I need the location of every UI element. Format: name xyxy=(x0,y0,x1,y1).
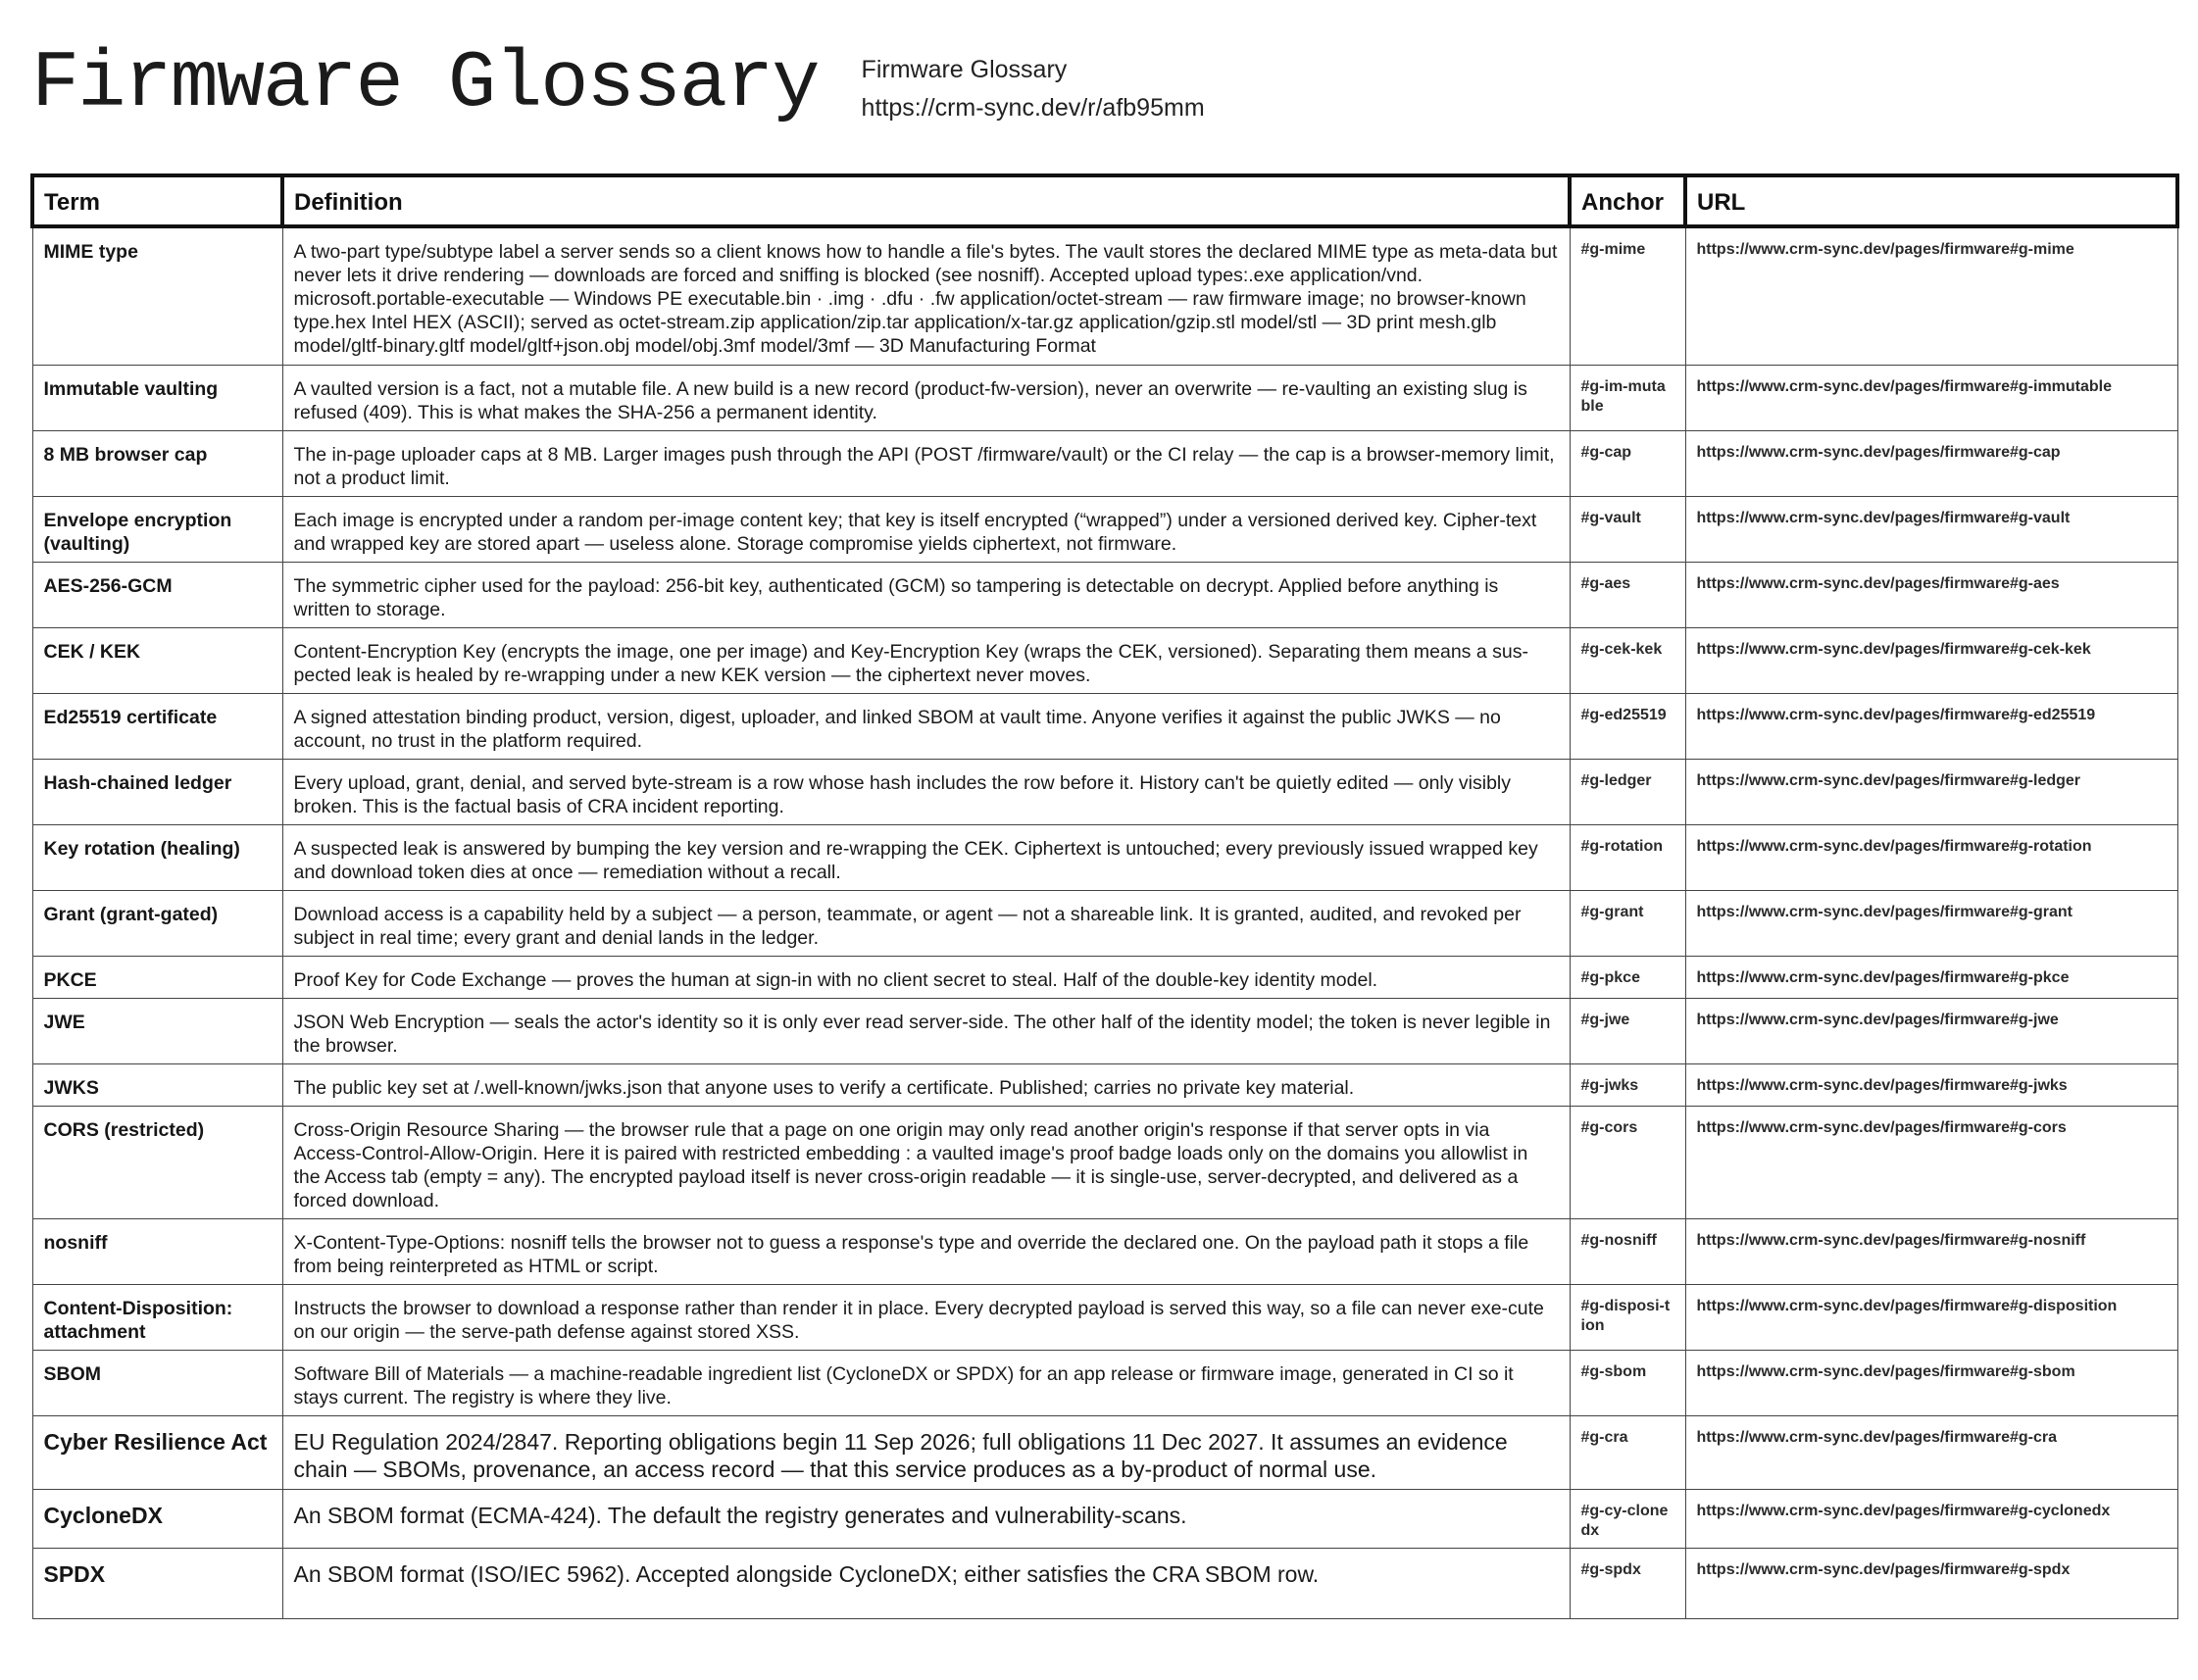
url-link[interactable]: https://www.crm-sync.dev/pages/firmware#g-vault xyxy=(1696,509,2071,526)
url-cell xyxy=(1685,365,2177,430)
url-cell xyxy=(1685,1548,2177,1618)
table-row xyxy=(32,496,2177,562)
anchor-cell: #g-pkce xyxy=(1570,956,1685,998)
table-row xyxy=(32,1284,2177,1350)
anchor-cell: #g-disposi-tion xyxy=(1570,1284,1685,1350)
url-cell xyxy=(1685,759,2177,824)
anchor-cell: #g-jwe xyxy=(1570,998,1685,1063)
definition-cell: Every upload, grant, denial, and served byte-stream is a row whose hash includes the row before it. History can't be quietly edited — only visibly broken. This is the factual basis of CRA incident reporting. xyxy=(282,759,1570,824)
table-row xyxy=(32,365,2177,430)
definition-cell: X-Content-Type-Options: nosniff tells the browser not to guess a response's type and override the declared one. On the payload path it stops a file from being reinterpreted as HTML or script. xyxy=(282,1218,1570,1284)
table-row xyxy=(32,824,2177,890)
table-row xyxy=(32,1218,2177,1284)
table-row xyxy=(32,998,2177,1063)
url-cell xyxy=(1685,693,2177,759)
definition-cell: A signed attestation binding product, version, digest, uploader, and linked SBOM at vault time. Anyone verifies it against the public JWKS — no account, no trust in the platform required. xyxy=(282,693,1570,759)
anchor-cell: #g-spdx xyxy=(1570,1548,1685,1618)
anchor-cell: #g-cra xyxy=(1570,1415,1685,1489)
term-cell: AES-256-GCM xyxy=(32,562,282,627)
table-row xyxy=(32,759,2177,824)
anchor-cell: #g-vault xyxy=(1570,496,1685,562)
term-cell: PKCE xyxy=(32,956,282,998)
term-cell: Grant (grant-gated) xyxy=(32,890,282,956)
header-meta xyxy=(862,39,1205,127)
url-link[interactable]: https://www.crm-sync.dev/pages/firmware#g-nosniff xyxy=(1696,1231,2086,1249)
table-row xyxy=(32,562,2177,627)
anchor-cell: #g-cap xyxy=(1570,430,1685,496)
term-cell: Envelope encryption (vaulting) xyxy=(32,496,282,562)
url-link[interactable]: https://www.crm-sync.dev/pages/firmware#g-spdx xyxy=(1696,1560,2071,1578)
definition-cell: EU Regulation 2024/2847. Reporting obligations begin 11 Sep 2026; full obligations 11 Dec 2027. It assumes an evidence chain — SBOMs, provenance, an access record — that this service produces as a by-product of normal use. xyxy=(282,1415,1570,1489)
url-link[interactable]: https://www.crm-sync.dev/pages/firmware#g-grant xyxy=(1696,903,2073,920)
anchor-cell: #g-sbom xyxy=(1570,1350,1685,1415)
anchor-cell: #g-jwks xyxy=(1570,1063,1685,1106)
term-cell: CEK / KEK xyxy=(32,627,282,693)
url-link[interactable]: https://www.crm-sync.dev/pages/firmware#g-ed25519 xyxy=(1696,706,2096,723)
anchor-cell: #g-mime xyxy=(1570,226,1685,365)
url-cell xyxy=(1685,1106,2177,1218)
anchor-cell: #g-cors xyxy=(1570,1106,1685,1218)
anchor-cell: #g-rotation xyxy=(1570,824,1685,890)
definition-cell: Instructs the browser to download a response rather than render it in place. Every decrypted payload is served this way, so a file can never exe-cute on our origin — the serve-path defense against stored XSS. xyxy=(282,1284,1570,1350)
url-link[interactable]: https://www.crm-sync.dev/pages/firmware#g-pkce xyxy=(1696,968,2070,986)
term-cell: Ed25519 certificate xyxy=(32,693,282,759)
url-link[interactable]: https://www.crm-sync.dev/pages/firmware#g-rotation xyxy=(1696,837,2092,855)
url-link[interactable]: https://www.crm-sync.dev/pages/firmware#g-aes xyxy=(1696,574,2060,592)
term-cell: 8 MB browser cap xyxy=(32,430,282,496)
url-link[interactable]: https://www.crm-sync.dev/pages/firmware#g-disposition xyxy=(1696,1297,2118,1314)
short-url: https://crm-sync.dev/r/afb95mm xyxy=(861,94,1205,122)
url-link[interactable]: https://www.crm-sync.dev/pages/firmware#g-jwe xyxy=(1696,1011,2059,1028)
definition-cell: A two-part type/subtype label a server sends so a client knows how to handle a file's bytes. The vault stores the declared MIME type as meta-data but never lets it drive rendering — downloads are forced and sniffing is blocked (see nosniff). Accepted upload types:.exe application/vnd. microsoft.portable-executable — Windows PE executable.bin · .img · .dfu · .fw application/octet-stream — raw firmware image; no browser-known type.hex Intel HEX (ASCII); served as octet-stream.zip application/zip.tar application/x-tar.gz application/gzip.stl model/stl — 3D print mesh.glb model/gltf-binary.gltf model/gltf+json.obj model/obj.3mf model/3mf — 3D Manufacturing Format xyxy=(282,226,1570,365)
anchor-cell: #g-cy-clonedx xyxy=(1570,1489,1685,1548)
term-cell: Cyber Resilience Act xyxy=(32,1415,282,1489)
page-header xyxy=(31,39,1205,129)
column-header-url: URL xyxy=(1685,175,2177,226)
anchor-cell: #g-nosniff xyxy=(1570,1218,1685,1284)
url-link[interactable]: https://www.crm-sync.dev/pages/firmware#g-cors xyxy=(1696,1118,2067,1136)
url-link[interactable]: https://www.crm-sync.dev/pages/firmware#g-mime xyxy=(1696,241,2074,258)
url-link[interactable]: https://www.crm-sync.dev/pages/firmware#g-ledger xyxy=(1696,771,2081,789)
term-cell: MIME type xyxy=(32,226,282,365)
term-cell: nosniff xyxy=(32,1218,282,1284)
definition-cell: Each image is encrypted under a random per-image content key; that key is itself encrypted (“wrapped”) under a versioned derived key. Cipher-text and wrapped key are stored apart — useless alone. Storage compromise yields ciphertext, not firmware. xyxy=(282,496,1570,562)
url-cell xyxy=(1685,1489,2177,1548)
term-cell: JWKS xyxy=(32,1063,282,1106)
url-cell xyxy=(1685,1350,2177,1415)
table-header-row xyxy=(32,175,2177,226)
term-cell: CORS (restricted) xyxy=(32,1106,282,1218)
definition-cell: The public key set at /.well-known/jwks.json that anyone uses to verify a certificate. Published; carries no private key material. xyxy=(282,1063,1570,1106)
url-cell xyxy=(1685,824,2177,890)
table-row xyxy=(32,226,2177,365)
anchor-cell: #g-ed25519 xyxy=(1570,693,1685,759)
term-cell: Immutable vaulting xyxy=(32,365,282,430)
url-cell xyxy=(1685,1218,2177,1284)
definition-cell: Download access is a capability held by a subject — a person, teammate, or agent — not a shareable link. It is granted, audited, and revoked per subject in real time; every grant and denial lands in the ledger. xyxy=(282,890,1570,956)
anchor-cell: #g-im-mutable xyxy=(1570,365,1685,430)
url-link[interactable]: https://www.crm-sync.dev/pages/firmware#g-cek-kek xyxy=(1696,640,2091,658)
url-cell xyxy=(1685,998,2177,1063)
definition-cell: An SBOM format (ISO/IEC 5962). Accepted alongside CycloneDX; either satisfies the CRA SBOM row. xyxy=(282,1548,1570,1618)
definition-cell: The symmetric cipher used for the payload: 256-bit key, authenticated (GCM) so tampering is detectable on decrypt. Applied before anything is written to storage. xyxy=(282,562,1570,627)
column-header-definition: Definition xyxy=(282,175,1570,226)
term-cell: Hash-chained ledger xyxy=(32,759,282,824)
term-cell: CycloneDX xyxy=(32,1489,282,1548)
table-row xyxy=(32,1350,2177,1415)
term-cell: SBOM xyxy=(32,1350,282,1415)
anchor-cell: #g-ledger xyxy=(1570,759,1685,824)
url-cell xyxy=(1685,496,2177,562)
definition-cell: An SBOM format (ECMA-424). The default the registry generates and vulnerability-scans. xyxy=(282,1489,1570,1548)
url-cell xyxy=(1685,1284,2177,1350)
table-row xyxy=(32,693,2177,759)
table-row xyxy=(32,1489,2177,1548)
url-link[interactable]: https://www.crm-sync.dev/pages/firmware#g-sbom xyxy=(1696,1362,2075,1380)
url-link[interactable]: https://www.crm-sync.dev/pages/firmware#g-cyclonedx xyxy=(1696,1502,2111,1519)
term-cell: Content-Disposition: attachment xyxy=(32,1284,282,1350)
url-cell xyxy=(1685,562,2177,627)
term-cell: SPDX xyxy=(32,1548,282,1618)
glossary-table xyxy=(30,173,2179,1619)
anchor-cell: #g-cek-kek xyxy=(1570,627,1685,693)
definition-cell: Software Bill of Materials — a machine-readable ingredient list (CycloneDX or SPDX) for an app release or firmware image, generated in CI so it stays current. The registry is where they live. xyxy=(282,1350,1570,1415)
definition-cell: A suspected leak is answered by bumping the key version and re-wrapping the CEK. Ciphertext is untouched; every previously issued wrapped key and download token dies at once — remediation without a recall. xyxy=(282,824,1570,890)
definition-cell: A vaulted version is a fact, not a mutable file. A new build is a new record (product-fw-version), never an overwrite — re-vaulting an existing slug is refused (409). This is what makes the SHA-256 a permanent identity. xyxy=(282,365,1570,430)
definition-cell: JSON Web Encryption — seals the actor's identity so it is only ever read server-side. The other half of the identity model; the token is never legible in the browser. xyxy=(282,998,1570,1063)
url-cell xyxy=(1685,627,2177,693)
table-row xyxy=(32,1548,2177,1618)
table-row xyxy=(32,1063,2177,1106)
url-cell xyxy=(1685,1415,2177,1489)
url-link[interactable]: https://www.crm-sync.dev/pages/firmware#g-cap xyxy=(1696,443,2061,461)
table-row xyxy=(32,1415,2177,1489)
url-link[interactable]: https://www.crm-sync.dev/pages/firmware#g-immutable xyxy=(1696,377,2113,395)
definition-cell: Content-Encryption Key (encrypts the image, one per image) and Key-Encryption Key (wraps the CEK, versioned). Separating them means a sus-pected leak is healed by re-wrapping under a new KEK version — the ciphertext never moves. xyxy=(282,627,1570,693)
term-cell: JWE xyxy=(32,998,282,1063)
url-cell xyxy=(1685,226,2177,365)
page-title: Firmware Glossary xyxy=(31,38,819,129)
table-row xyxy=(32,956,2177,998)
page-subtitle: Firmware Glossary xyxy=(861,56,1068,83)
definition-cell: Cross-Origin Resource Sharing — the browser rule that a page on one origin may only read another origin's response if that server opts in via Access-Control-Allow-Origin. Here it is paired with restricted embedding : a vaulted image's proof badge loads only on the domains you allowlist in the Access tab (empty = any). The encrypted payload itself is never cross-origin readable — it is single-use, server-decrypted, and delivered as a forced download. xyxy=(282,1106,1570,1218)
column-header-term: Term xyxy=(32,175,282,226)
url-cell xyxy=(1685,956,2177,998)
url-link[interactable]: https://www.crm-sync.dev/pages/firmware#g-jwks xyxy=(1696,1076,2068,1094)
term-cell: Key rotation (healing) xyxy=(32,824,282,890)
url-link[interactable]: https://www.crm-sync.dev/pages/firmware#g-cra xyxy=(1696,1428,2058,1446)
anchor-cell: #g-grant xyxy=(1570,890,1685,956)
column-header-anchor: Anchor xyxy=(1570,175,1685,226)
table-row xyxy=(32,1106,2177,1218)
anchor-cell: #g-aes xyxy=(1570,562,1685,627)
definition-cell: Proof Key for Code Exchange — proves the human at sign-in with no client secret to steal. Half of the double-key identity model. xyxy=(282,956,1570,998)
url-cell xyxy=(1685,430,2177,496)
url-cell xyxy=(1685,890,2177,956)
url-cell xyxy=(1685,1063,2177,1106)
definition-cell: The in-page uploader caps at 8 MB. Larger images push through the API (POST /firmware/vault) or the CI relay — the cap is a browser-memory limit, not a product limit. xyxy=(282,430,1570,496)
table-row xyxy=(32,430,2177,496)
table-row xyxy=(32,627,2177,693)
table-row xyxy=(32,890,2177,956)
